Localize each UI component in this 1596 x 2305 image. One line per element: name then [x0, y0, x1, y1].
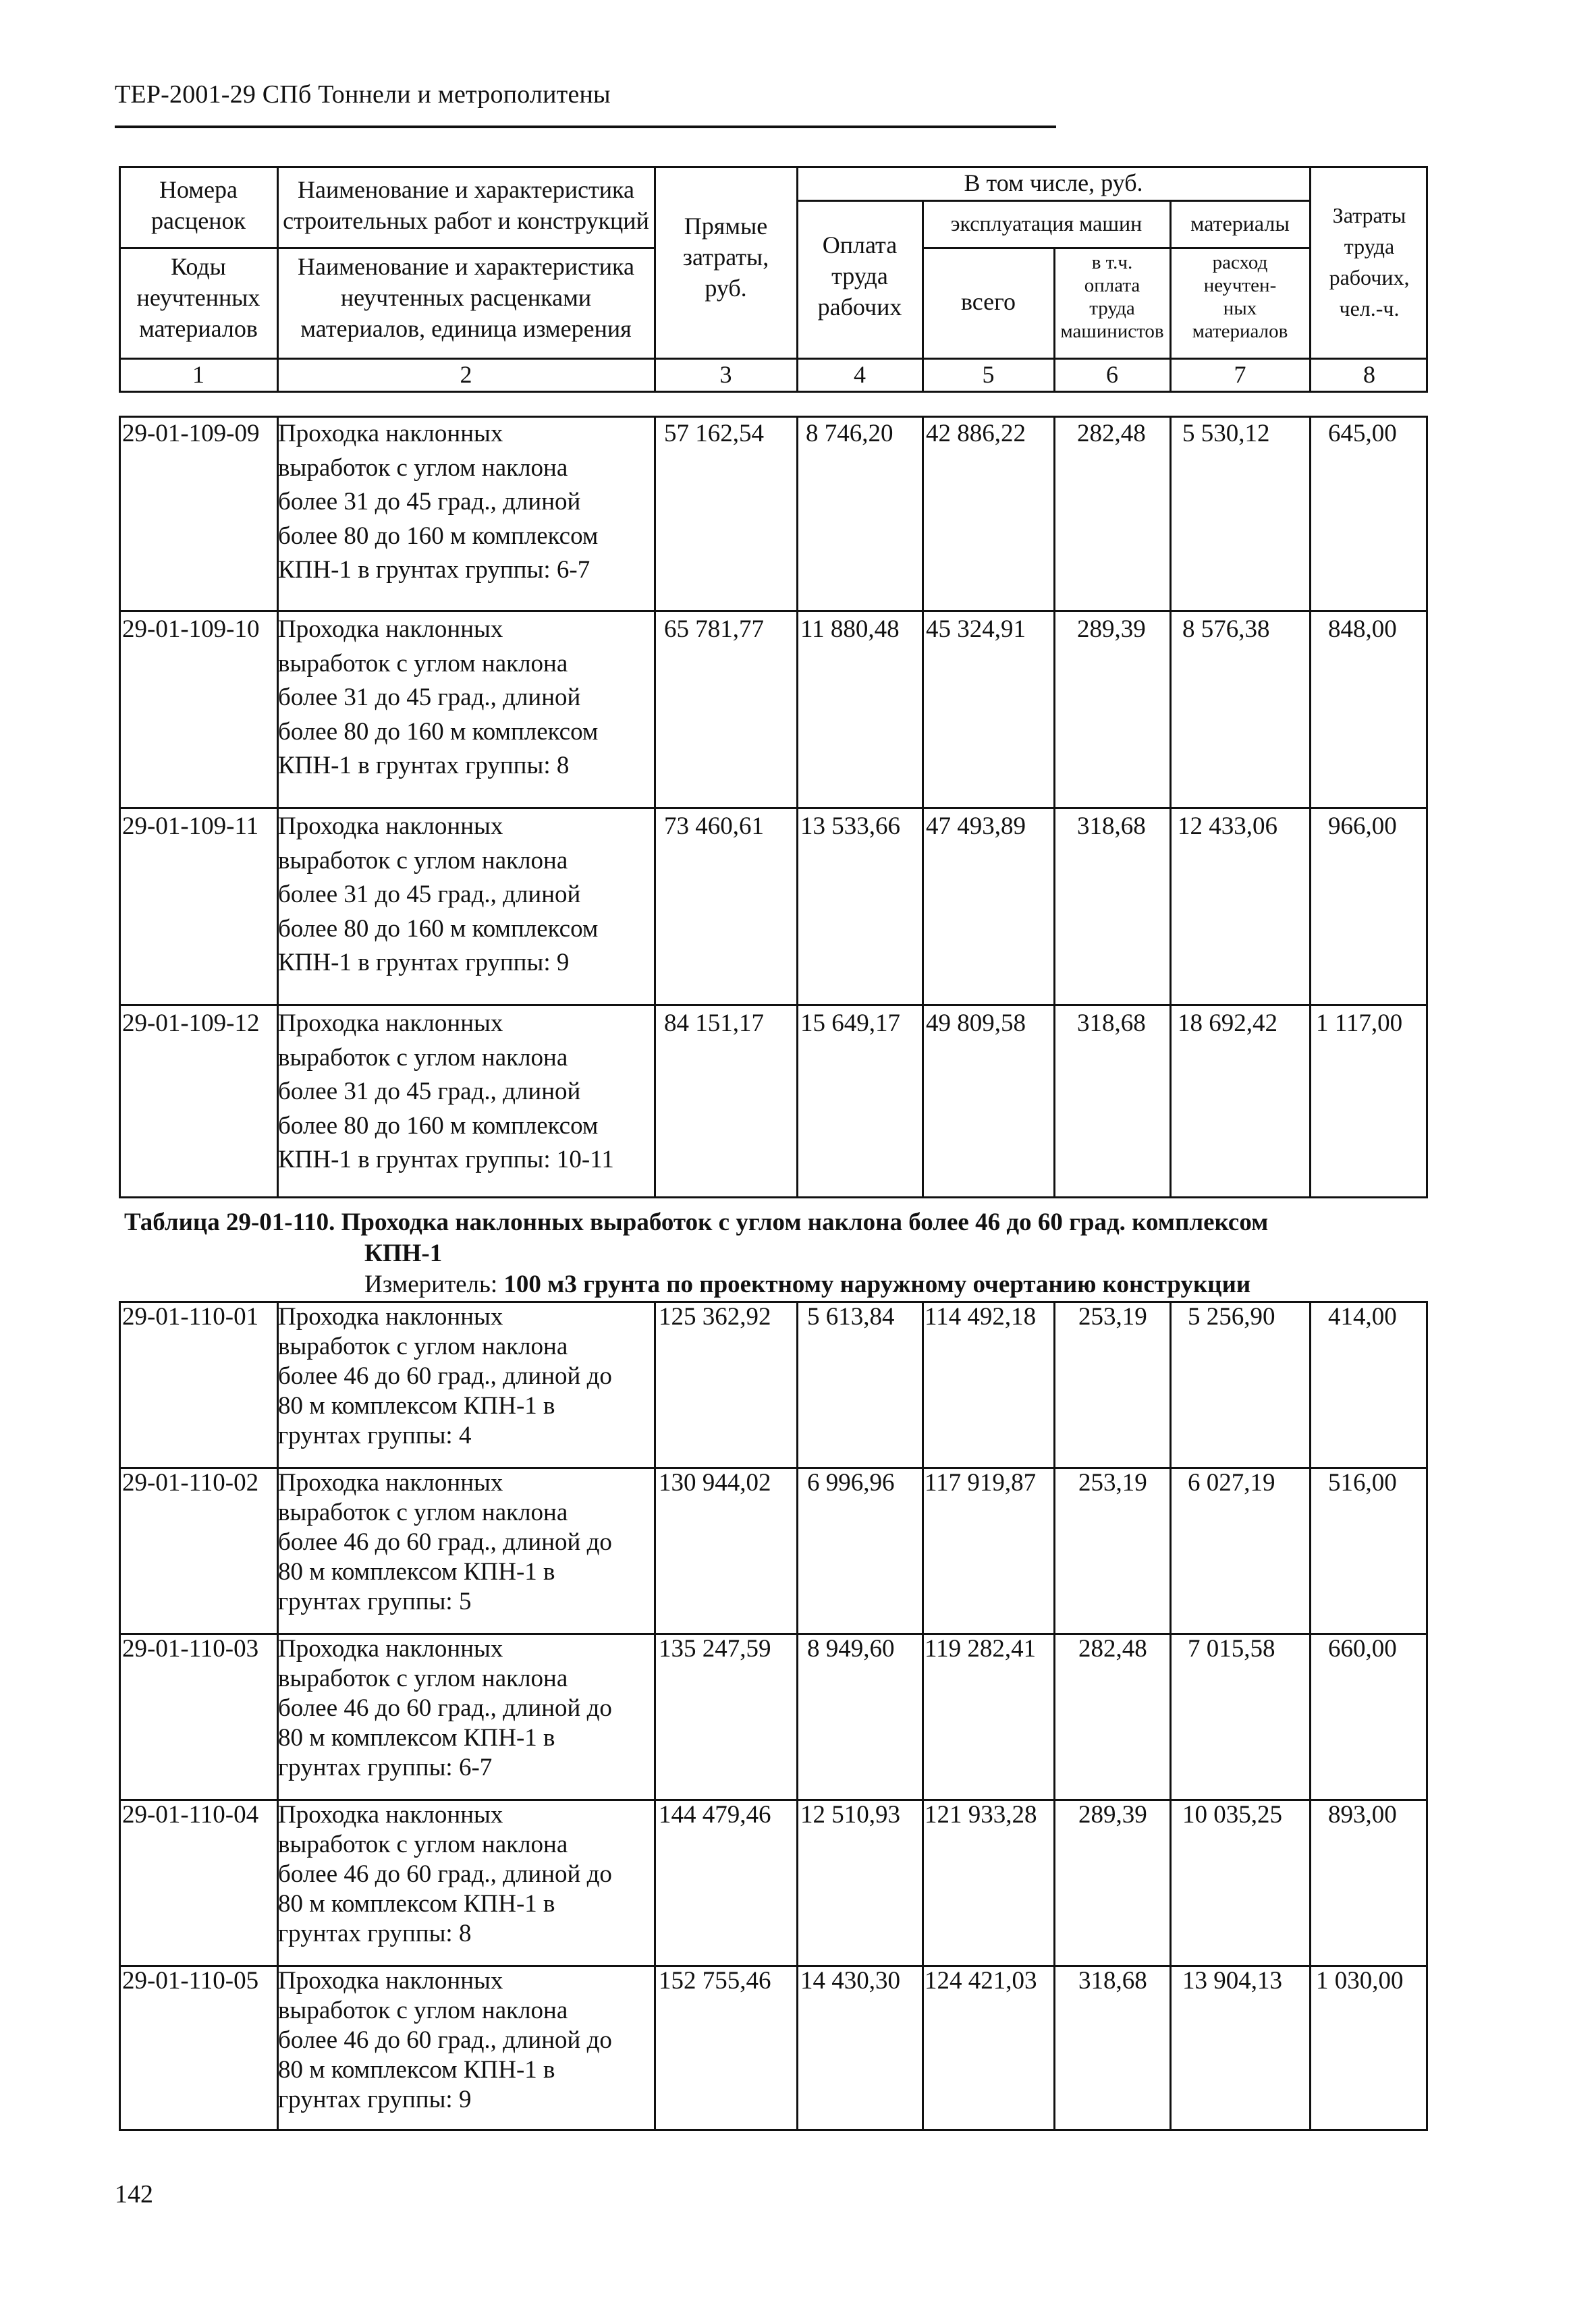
row-hours: 893,00 — [1328, 1801, 1397, 1829]
row-materials: 6 027,19 — [1188, 1469, 1275, 1497]
divider — [1170, 1301, 1172, 2131]
row-labor: 8 949,60 — [807, 1635, 895, 1663]
divider — [796, 1301, 798, 2131]
row-direct: 125 362,92 — [659, 1303, 771, 1331]
row-operators: 253,19 — [1078, 1303, 1147, 1331]
col-operators-header: в т.ч. оплата труда машинистов — [1060, 252, 1164, 342]
divider — [654, 1301, 656, 2131]
table-110-title-cont: КПН-1 — [364, 1240, 443, 1267]
row-hours: 645,00 — [1328, 420, 1397, 447]
materials-group-header: материалы — [1190, 211, 1290, 235]
col-number: 7 — [1234, 361, 1246, 388]
row-direct: 73 460,61 — [664, 812, 764, 840]
row-materials: 7 015,58 — [1188, 1635, 1275, 1663]
meter-value: 100 м3 грунта по проектному наружному очертанию конструкции — [503, 1271, 1251, 1298]
row-direct: 152 755,46 — [659, 1967, 771, 1995]
row-hours: 1 117,00 — [1316, 1009, 1403, 1037]
row-direct: 57 162,54 — [664, 420, 764, 447]
row-labor: 5 613,84 — [807, 1303, 895, 1331]
divider — [1309, 1301, 1311, 2131]
col-name-header: Наименование и характеристика строительных работ и конструкций — [283, 176, 649, 234]
row-labor: 13 533,66 — [800, 812, 900, 840]
row-operators: 318,68 — [1078, 1967, 1147, 1995]
col-direct-header: Прямые затраты, руб. — [682, 213, 769, 302]
row-code: 29-01-110-05 — [122, 1967, 259, 1995]
row-code: 29-01-110-02 — [122, 1469, 259, 1497]
table-110-meter — [364, 1270, 1250, 1299]
col-machines-total-header: всего — [960, 288, 1016, 315]
machines-group-header: эксплуатация машин — [950, 211, 1143, 235]
row-name: Проходка наклонных выработок с углом наклона более 31 до 45 град., длиной более 80 до 160 м комплексом КПН-1 в грунтах группы: 6-7 — [278, 420, 599, 584]
row-operators: 289,39 — [1077, 615, 1146, 643]
row-hours: 414,00 — [1328, 1303, 1397, 1331]
col-number-header: Номера расценок — [151, 176, 246, 234]
row-materials: 5 256,90 — [1188, 1303, 1275, 1331]
divider — [1053, 1301, 1055, 2131]
row-materials: 13 904,13 — [1182, 1967, 1282, 1995]
row-machines: 49 809,58 — [926, 1009, 1026, 1037]
row-machines: 121 933,28 — [925, 1801, 1037, 1829]
row-hours: 1 030,00 — [1316, 1967, 1404, 1995]
row-labor: 8 746,20 — [806, 420, 893, 447]
row-name: Проходка наклонных выработок с углом наклона более 46 до 60 град., длиной до 80 м комплексом КПН-1 в грунтах группы: 8 — [278, 1801, 612, 1947]
row-materials: 8 576,38 — [1182, 615, 1270, 643]
row-operators: 253,19 — [1078, 1469, 1147, 1497]
header-rule — [115, 126, 1056, 128]
col-hours-header: Затраты труда рабочих, чел.-ч. — [1329, 203, 1410, 321]
row-code: 29-01-109-09 — [122, 420, 260, 447]
col-material-header: Наименование и характеристика неучтенных расценками материалов, единица измерения — [298, 253, 634, 342]
row-hours: 516,00 — [1328, 1469, 1397, 1497]
row-machines: 114 492,18 — [925, 1303, 1037, 1331]
divider — [922, 247, 1309, 249]
row-code: 29-01-110-04 — [122, 1801, 259, 1829]
row-code: 29-01-109-10 — [122, 615, 260, 643]
col-number: 5 — [982, 361, 995, 388]
row-materials: 10 035,25 — [1182, 1801, 1282, 1829]
row-hours: 660,00 — [1328, 1635, 1397, 1663]
col-number: 2 — [460, 361, 472, 388]
page-number: 142 — [115, 2180, 153, 2209]
row-materials: 12 433,06 — [1178, 812, 1277, 840]
row-direct: 135 247,59 — [659, 1635, 771, 1663]
row-operators: 282,48 — [1077, 420, 1146, 447]
row-name: Проходка наклонных выработок с углом наклона более 46 до 60 град., длиной до 80 м комплексом КПН-1 в грунтах группы: 9 — [278, 1967, 612, 2113]
row-hours: 848,00 — [1328, 615, 1397, 643]
row-machines: 117 919,87 — [925, 1469, 1037, 1497]
divider — [119, 807, 1428, 809]
row-operators: 318,68 — [1077, 1009, 1146, 1037]
col-number: 6 — [1106, 361, 1118, 388]
row-hours: 966,00 — [1328, 812, 1397, 840]
row-materials: 18 692,42 — [1178, 1009, 1277, 1037]
col-code-header: Коды неучтенных материалов — [136, 253, 260, 342]
row-machines: 47 493,89 — [926, 812, 1026, 840]
row-direct: 130 944,02 — [659, 1469, 771, 1497]
row-code: 29-01-109-12 — [122, 1009, 260, 1037]
row-labor: 15 649,17 — [800, 1009, 900, 1037]
row-name: Проходка наклонных выработок с углом наклона более 46 до 60 град., длиной до 80 м комплексом КПН-1 в грунтах группы: 6-7 — [278, 1635, 612, 1781]
meter-label: Измеритель: — [364, 1271, 504, 1298]
row-direct: 144 479,46 — [659, 1801, 771, 1829]
row-name: Проходка наклонных выработок с углом наклона более 46 до 60 град., длиной до 80 м комплексом КПН-1 в грунтах группы: 5 — [278, 1469, 612, 1615]
col-number: 8 — [1363, 361, 1375, 388]
row-labor: 14 430,30 — [800, 1967, 900, 1995]
row-machines: 119 282,41 — [925, 1635, 1037, 1663]
col-number: 3 — [719, 361, 732, 388]
row-code: 29-01-110-03 — [122, 1635, 259, 1663]
group-header: В том числе, руб. — [964, 169, 1143, 196]
row-name: Проходка наклонных выработок с углом наклона более 31 до 45 град., длиной более 80 до 160 м комплексом КПН-1 в грунтах группы: 10-11 — [278, 1009, 614, 1173]
divider — [922, 1301, 924, 2131]
divider — [796, 200, 1309, 202]
row-operators: 289,39 — [1078, 1801, 1147, 1829]
row-machines: 42 886,22 — [926, 420, 1026, 447]
col-materials-header: расход неучтен- ных материалов — [1192, 252, 1288, 342]
row-direct: 84 151,17 — [664, 1009, 764, 1037]
row-machines: 45 324,91 — [926, 615, 1026, 643]
row-name: Проходка наклонных выработок с углом наклона более 31 до 45 град., длиной более 80 до 160 м комплексом КПН-1 в грунтах группы: 9 — [278, 812, 599, 976]
divider — [119, 1004, 1428, 1006]
row-labor: 6 996,96 — [807, 1469, 895, 1497]
row-operators: 318,68 — [1077, 812, 1146, 840]
row-labor: 12 510,93 — [800, 1801, 900, 1829]
col-number: 1 — [192, 361, 204, 388]
row-machines: 124 421,03 — [925, 1967, 1037, 1995]
table-110-title: Таблица 29-01-110. Проходка наклонных выработок с углом наклона более 46 до 60 град. комплексом — [124, 1209, 1269, 1236]
row-code: 29-01-109-11 — [122, 812, 259, 840]
col-number: 4 — [854, 361, 866, 388]
page-header: ТЕР-2001-29 СПб Тоннели и метрополитены — [115, 80, 611, 109]
row-operators: 282,48 — [1078, 1635, 1147, 1663]
row-name: Проходка наклонных выработок с углом наклона более 46 до 60 град., длиной до 80 м комплексом КПН-1 в грунтах группы: 4 — [278, 1303, 612, 1449]
row-labor: 11 880,48 — [800, 615, 900, 643]
col-labor-header: Оплата труда рабочих — [817, 231, 902, 321]
divider — [119, 610, 1428, 612]
row-direct: 65 781,77 — [664, 615, 764, 643]
row-materials: 5 530,12 — [1182, 420, 1270, 447]
divider — [119, 247, 654, 249]
row-code: 29-01-110-01 — [122, 1303, 259, 1331]
row-name: Проходка наклонных выработок с углом наклона более 31 до 45 град., длиной более 80 до 160 м комплексом КПН-1 в грунтах группы: 8 — [278, 615, 599, 779]
